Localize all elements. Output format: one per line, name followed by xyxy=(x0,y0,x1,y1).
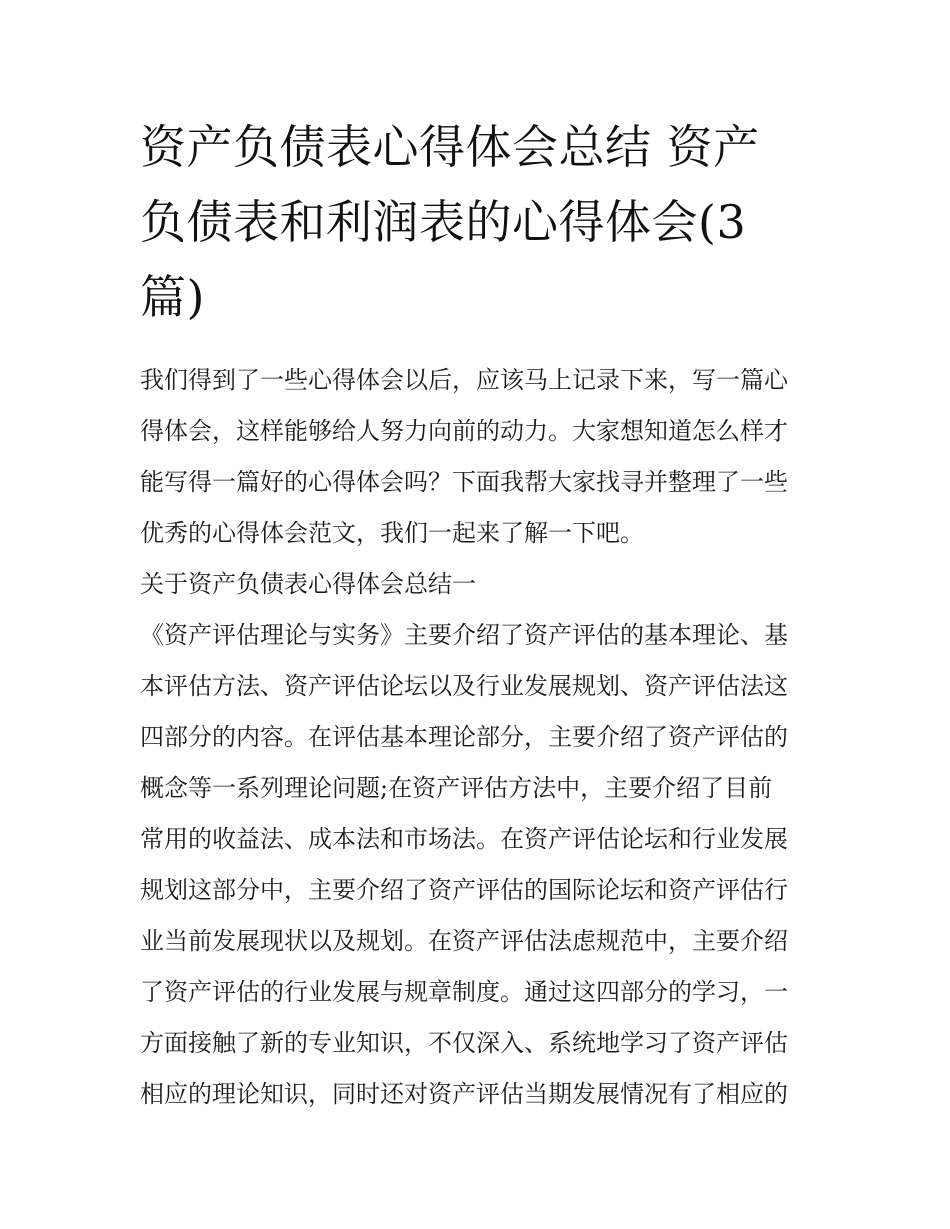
document-title xyxy=(140,110,812,335)
intro-paragraph xyxy=(140,355,812,559)
intro-line: 优秀的心得体会范文，我们一起来了解一下吧。 xyxy=(140,519,644,547)
title-line: 资产负债表心得体会总结 资产 xyxy=(140,120,760,174)
body-line: 了资产评估的行业发展与规章制度。通过这四部分的学习，一 xyxy=(140,978,788,1006)
title-line: 负债表和利润表的心得体会(3 xyxy=(140,195,747,249)
document-page xyxy=(140,110,812,1120)
body-line: 常用的收益法、成本法和市场法。在资产评估论坛和行业发展 xyxy=(140,825,788,853)
intro-line: 能写得一篇好的心得体会吗？下面我帮大家找寻并整理了一些 xyxy=(140,468,788,496)
body-line: 概念等一系列理论问题;在资产评估方法中，主要介绍了目前 xyxy=(140,774,773,802)
body-paragraph xyxy=(140,610,812,1120)
body-line: 业当前发展现状以及规划。在资产评估法虑规范中，主要介绍 xyxy=(140,927,788,955)
body-line: 方面接触了新的专业知识，不仅深入、系统地学习了资产评估 xyxy=(140,1029,788,1057)
section-heading: 关于资产负债表心得体会总结一 xyxy=(140,570,476,598)
intro-line: 我们得到了一些心得体会以后，应该马上记录下来，写一篇心 xyxy=(140,366,788,394)
body-line: 相应的理论知识，同时还对资产评估当期发展情况有了相应的 xyxy=(140,1080,788,1108)
body-line: 本评估方法、资产评估论坛以及行业发展规划、资产评估法这 xyxy=(140,672,788,700)
intro-line: 得体会，这样能够给人努力向前的动力。大家想知道怎么样才 xyxy=(140,417,788,445)
body-line: 规划这部分中，主要介绍了资产评估的国际论坛和资产评估行 xyxy=(140,876,788,904)
title-line: 篇) xyxy=(140,270,205,324)
body-line: 四部分的内容。在评估基本理论部分，主要介绍了资产评估的 xyxy=(140,723,788,751)
body-line: 《资产评估理论与实务》主要介绍了资产评估的基本理论、基 xyxy=(140,621,788,649)
